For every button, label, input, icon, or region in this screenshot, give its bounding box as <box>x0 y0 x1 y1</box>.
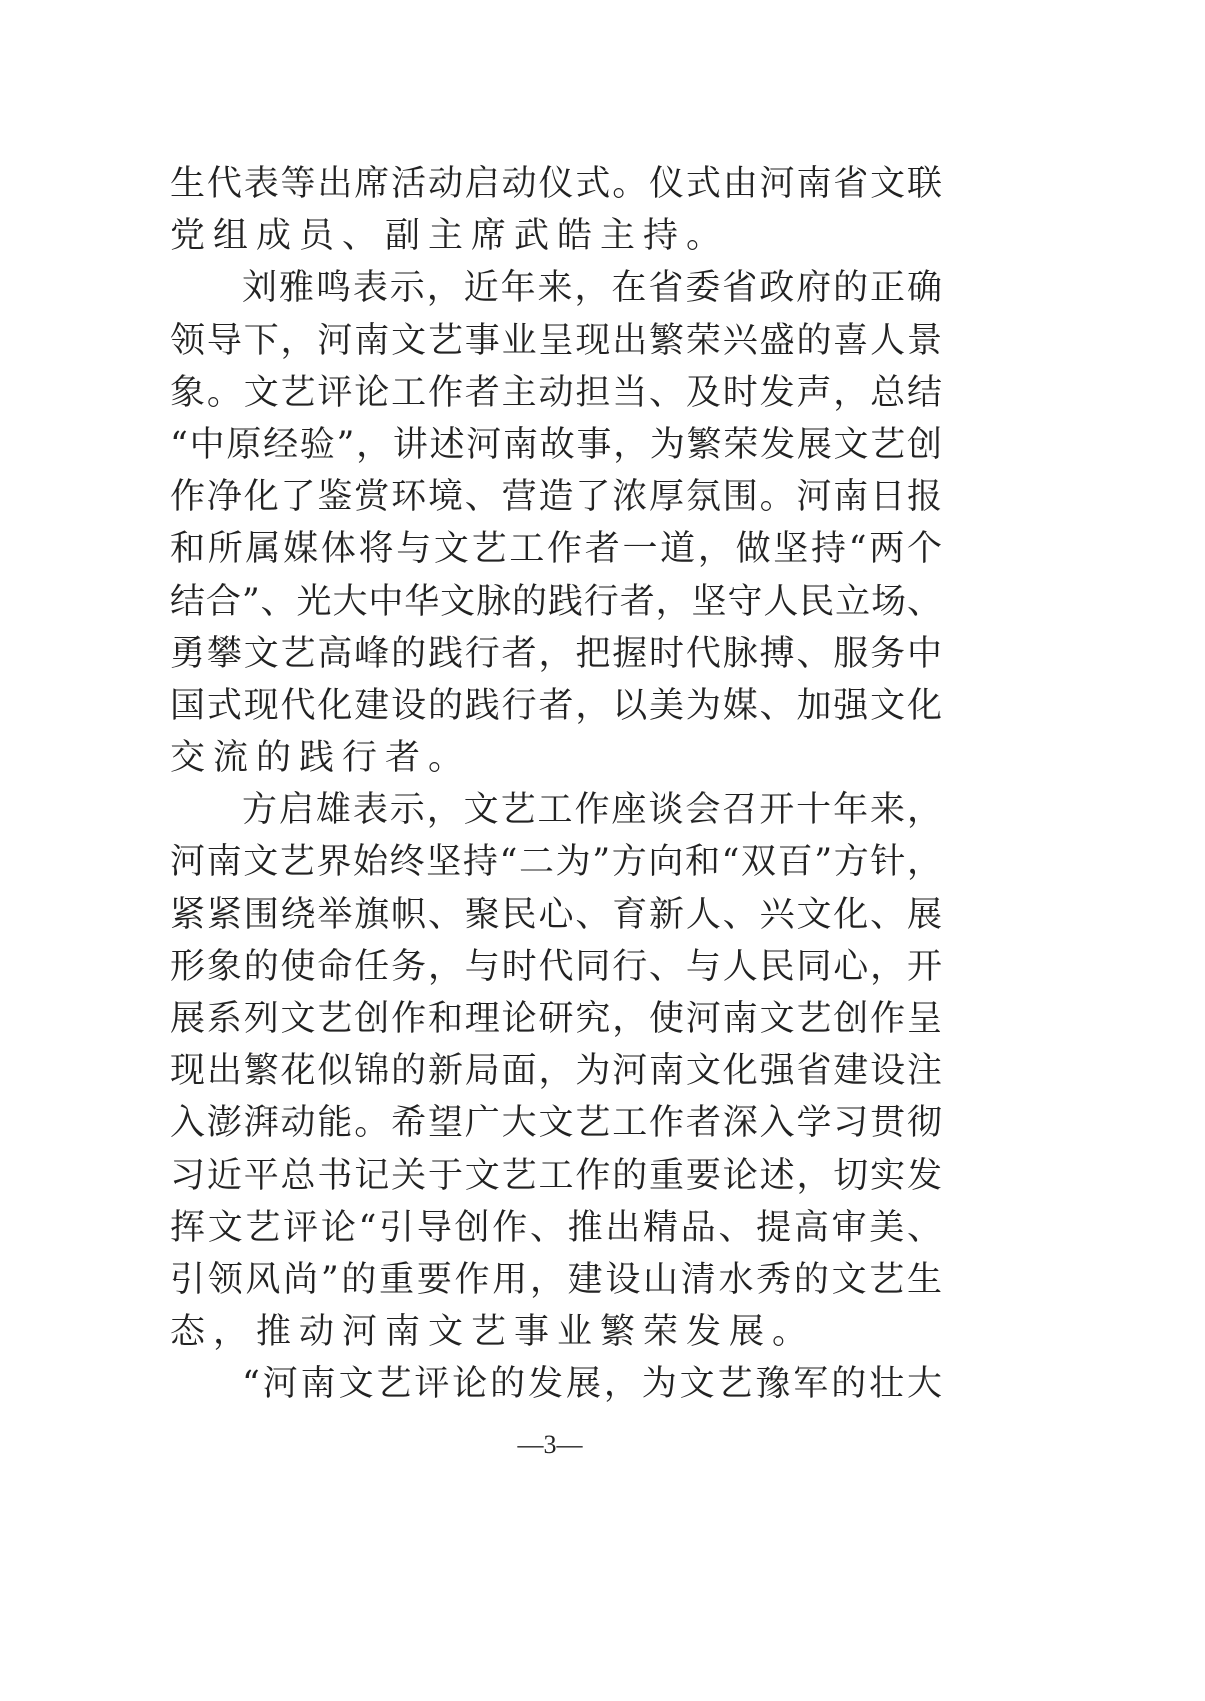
text-line: 党组成员、副主席武皓主持。 <box>170 216 730 257</box>
text-line: 展系列文艺创作和理论研究，使河南文艺创作呈 <box>170 999 942 1039</box>
text-line: 象。文艺评论工作者主动担当、及时发声，总结 <box>170 372 942 413</box>
text-line: 入澎湃动能。希望广大文艺工作者深入学习贯彻 <box>170 1103 942 1144</box>
text-line: 河南文艺界始终坚持“二为”方向和“双百”方针， <box>170 842 942 883</box>
text-line: 领导下，河南文艺事业呈现出繁荣兴盛的喜人景 <box>170 320 942 361</box>
text-line: 交流的践行者。 <box>170 738 472 779</box>
page-number: —3— <box>517 1430 583 1459</box>
document-body <box>170 158 942 1411</box>
text-line: 引领风尚”的重要作用，建设山清水秀的文艺生 <box>170 1259 942 1300</box>
text-line: “河南文艺评论的发展，为文艺豫军的壮大 <box>242 1364 942 1405</box>
text-line: 和所属媒体将与文艺工作者一道，做坚持“两个 <box>170 529 942 570</box>
text-line: 挥文艺评论“引导创作、推出精品、提高审美、 <box>170 1207 942 1248</box>
text-line: 结合”、光大中华文脉的践行者，坚守人民立场、 <box>170 581 942 622</box>
text-line: 作净化了鉴赏环境、营造了浓厚氛围。河南日报 <box>170 477 942 518</box>
text-line: 国式现代化建设的践行者，以美为媒、加强文化 <box>170 685 942 726</box>
text-line: 刘雅鸣表示，近年来，在省委省政府的正确 <box>242 268 942 309</box>
text-line: 习近平总书记关于文艺工作的重要论述，切实发 <box>170 1155 942 1196</box>
text-line: “中原经验”，讲述河南故事，为繁荣发展文艺创 <box>170 424 942 465</box>
text-line: 勇攀文艺高峰的践行者，把握时代脉搏、服务中 <box>170 633 942 674</box>
text-line: 态，推动河南文艺事业繁荣发展。 <box>170 1312 816 1353</box>
text-line: 形象的使命任务，与时代同行、与人民同心，开 <box>170 946 942 987</box>
text-line: 现出繁花似锦的新局面，为河南文化强省建设注 <box>170 1051 942 1092</box>
text-line: 方启雄表示，文艺工作座谈会召开十年来， <box>242 790 942 831</box>
text-line: 生代表等出席活动启动仪式。仪式由河南省文联 <box>170 164 942 204</box>
text-line: 紧紧围绕举旗帜、聚民心、育新人、兴文化、展 <box>170 894 942 935</box>
